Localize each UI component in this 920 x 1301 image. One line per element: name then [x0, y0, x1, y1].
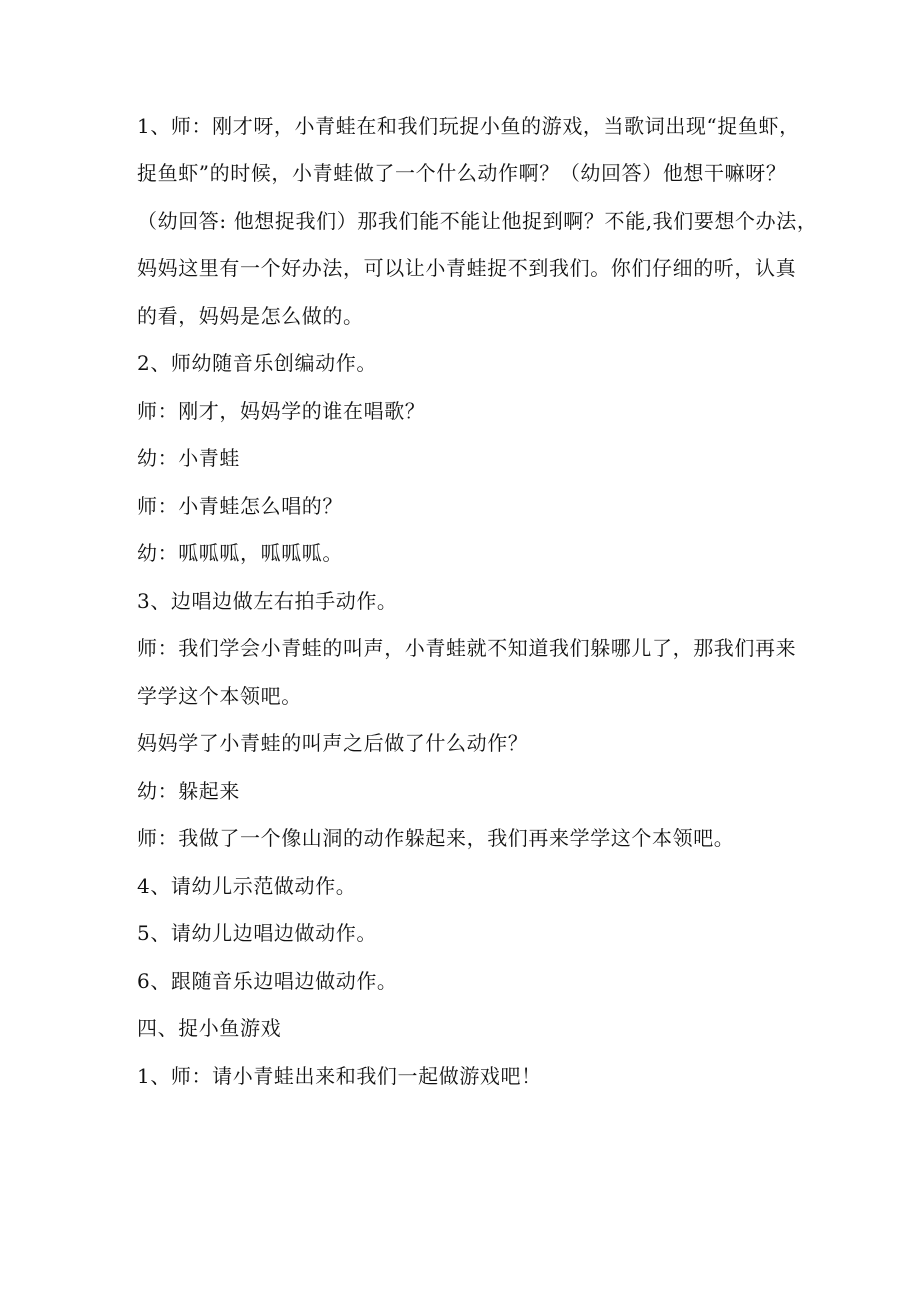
text-line: 1、师：刚才呀，小青蛙在和我们玩捉小鱼的游戏，当歌词出现“捉鱼虾，: [137, 114, 800, 138]
text-line: 的看，妈妈是怎么做的。: [137, 304, 364, 328]
section-heading: 4、请幼儿示范做动作。: [137, 874, 357, 898]
text-line: 师：刚才，妈妈学的谁在唱歌？: [137, 399, 426, 423]
text-line: （幼回答: 他想捉我们）那我们能不能让他捉到啊？不能,我们要想个办法，: [137, 209, 818, 233]
section-heading: 1、师：请小青蛙出来和我们一起做游戏吧！: [137, 1064, 542, 1088]
text-line: 捉鱼虾”的时候，小青蛙做了一个什么动作啊？（幼回答）他想干嘛呀？: [137, 161, 787, 185]
text-line: 师：我做了一个像山洞的动作躲起来，我们再来学学这个本领吧。: [137, 826, 735, 850]
section-heading: 四、捉小鱼游戏: [137, 1016, 282, 1040]
section-heading: 5、请幼儿边唱边做动作。: [137, 921, 377, 945]
text-line: 师：小青蛙怎么唱的？: [137, 494, 343, 518]
text-line: 幼：呱呱呱，呱呱呱。: [137, 541, 343, 565]
text-line: 妈妈这里有一个好办法，可以让小青蛙捉不到我们。你们仔细的听，认真: [137, 256, 797, 280]
text-line: 学学这个本领吧。: [137, 684, 302, 708]
section-heading: 2、师幼随音乐创编动作。: [137, 351, 377, 375]
text-line: 幼：躲起来: [137, 779, 240, 803]
section-heading: 3、边唱边做左右拍手动作。: [137, 589, 398, 613]
text-line: 妈妈学了小青蛙的叫声之后做了什么动作？: [137, 731, 529, 755]
text-line: 师：我们学会小青蛙的叫声，小青蛙就不知道我们躲哪儿了，那我们再来: [137, 636, 797, 660]
section-heading: 6、跟随音乐边唱边做动作。: [137, 969, 398, 993]
text-line: 幼：小青蛙: [137, 446, 240, 470]
